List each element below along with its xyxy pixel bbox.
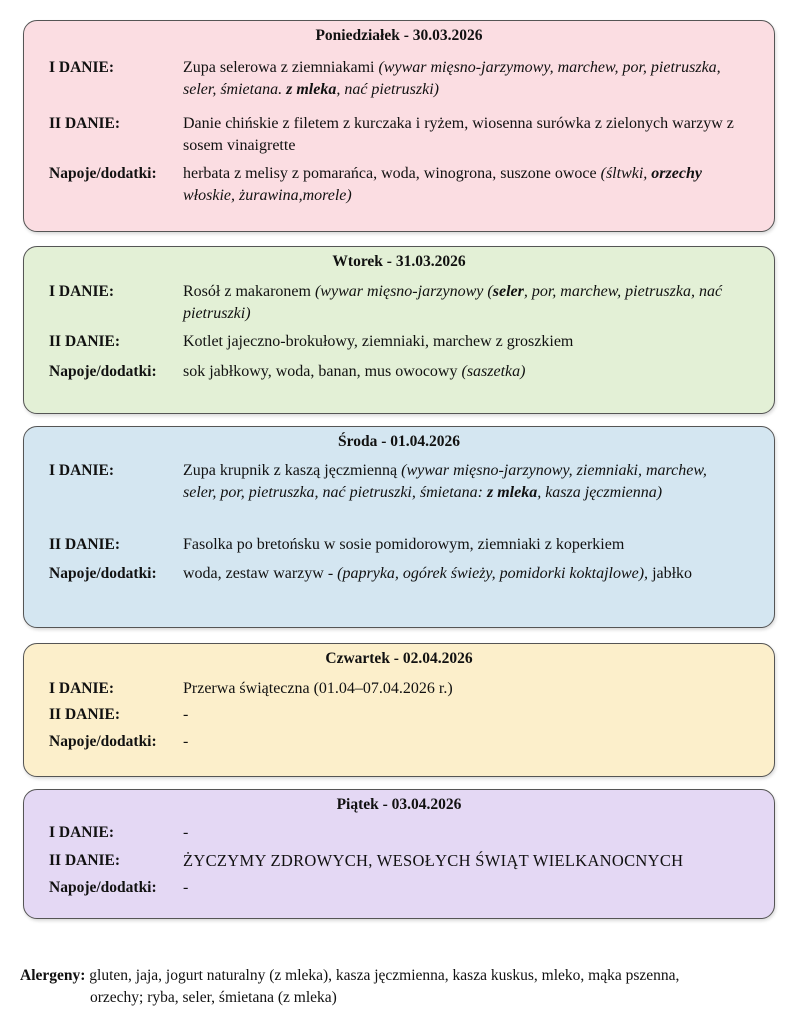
first-course-label: I DANIE: (49, 59, 115, 76)
day-card-tuesday (23, 246, 775, 414)
drinks-label: Napoje/dodatki: (49, 363, 157, 380)
second-course-label: II DANIE: (49, 852, 121, 869)
first-course-value: - (183, 824, 189, 841)
day-title: Poniedziałek - 30.03.2026 (315, 27, 483, 44)
second-course-label: II DANIE: (49, 706, 121, 723)
drinks-label: Napoje/dodatki: (49, 565, 157, 582)
first-course-label: I DANIE: (49, 462, 115, 479)
first-course-label: I DANIE: (49, 680, 115, 697)
day-title: Piątek - 03.04.2026 (336, 796, 462, 813)
allergens-note (20, 965, 790, 1009)
first-course-value: Zupa krupnik z kaszą jęczmienną (wywar mięsno-jarzynowy, ziemniaki, marchew, seler, por, pietruszka, nać pietruszki, śmietana: z mleka, kasza jęczmienna) (183, 462, 707, 501)
drinks-label: Napoje/dodatki: (49, 733, 157, 750)
second-course-value: Fasolka po bretońsku w sosie pomidorowym, ziemniaki z koperkiem (183, 536, 625, 553)
day-title: Czwartek - 02.04.2026 (325, 650, 473, 667)
second-course-value: ŻYCZYMY ZDROWYCH, WESOŁYCH ŚWIĄT WIELKANOCNYCH (183, 851, 684, 870)
second-course-label: II DANIE: (49, 115, 121, 132)
drinks-value: woda, zestaw warzyw - (papryka, ogórek świeży, pomidorki koktajlowe), jabłko (183, 565, 693, 582)
day-card-thursday (23, 643, 775, 777)
first-course-value: Przerwa świąteczna (01.04–07.04.2026 r.) (183, 680, 453, 697)
drinks-label: Napoje/dodatki: (49, 879, 157, 896)
day-card-friday (23, 789, 775, 919)
drinks-value: - (183, 733, 189, 750)
second-course-value: - (183, 706, 189, 723)
allergens-label: Alergeny: (20, 967, 86, 984)
drinks-value: herbata z melisy z pomarańca, woda, winogrona, suszone owoce (śltwki, orzechy włoskie, żurawina,morele) (183, 165, 702, 204)
second-course-value: Kotlet jajeczno-brokułowy, ziemniaki, marchew z groszkiem (183, 333, 574, 350)
first-course-value: Rosół z makaronem (wywar mięsno-jarzynowy (seler, por, marchew, pietruszka, nać pietruszki) (183, 283, 723, 322)
day-card-wednesday (23, 426, 775, 628)
first-course-label: I DANIE: (49, 283, 115, 300)
second-course-label: II DANIE: (49, 536, 121, 553)
day-card-monday (23, 20, 775, 232)
first-course-value: Zupa selerowa z ziemniakami (wywar mięsno-jarzymowy, marchew, por, pietruszka, seler, śmietana. z mleka, nać pietruszki) (183, 59, 721, 98)
second-course-value: Danie chińskie z filetem z kurczaka i ryżem, wiosenna surówka z zielonych warzyw z sosem vinaigrette (183, 115, 734, 154)
drinks-value: - (183, 879, 189, 896)
drinks-value: sok jabłkowy, woda, banan, mus owocowy (saszetka) (183, 363, 526, 380)
day-title: Wtorek - 31.03.2026 (332, 253, 466, 270)
allergens-line-2: orzechy; ryba, seler, śmietana (z mleka) (90, 989, 337, 1006)
second-course-label: II DANIE: (49, 333, 121, 350)
day-title: Środa - 01.04.2026 (337, 433, 460, 450)
allergens-line-1: gluten, jaja, jogurt naturalny (z mleka), kasza jęczmienna, kasza kuskus, mleko, mąka pszenna, (85, 967, 680, 984)
first-course-label: I DANIE: (49, 824, 115, 841)
drinks-label: Napoje/dodatki: (49, 165, 157, 182)
